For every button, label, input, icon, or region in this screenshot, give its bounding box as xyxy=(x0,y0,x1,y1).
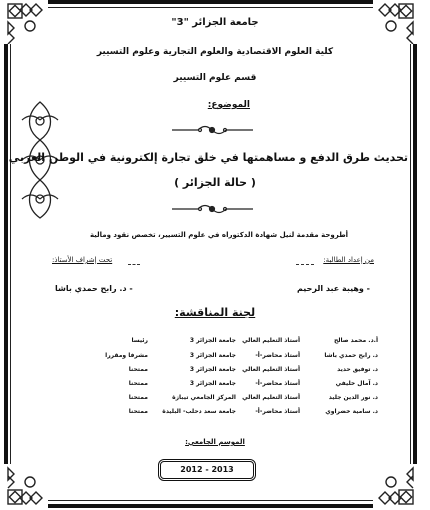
member-rank: أستاذ التعليم العالي xyxy=(242,366,300,373)
member-rank: أستاذ محاضر-أ- xyxy=(255,352,300,359)
department-name: قسم علوم التسيير xyxy=(173,73,257,83)
islamic-corner-ornament-icon xyxy=(4,464,48,508)
submission-statement: أطروحة مقدمة لنيل شهادة الدكتوراه في علوم التسيير، تخصص نقود ومالية xyxy=(89,231,349,239)
member-role: رئيسا xyxy=(131,337,148,344)
member-role: ممتحنا xyxy=(128,408,148,415)
prepared-by-label: من إعداد الطالبة: xyxy=(323,256,374,264)
committee-member-row xyxy=(88,380,378,391)
member-rank: أستاذ محاضر-أ- xyxy=(255,408,300,415)
member-university: جامعة الجزائر 3 xyxy=(189,352,236,359)
member-name: د. توفيق حديد xyxy=(337,366,378,373)
member-role: ممتحنا xyxy=(128,394,148,401)
faculty-name: كلية العلوم الاقتصادية والعلوم التجارية وعلوم التسيير xyxy=(96,47,334,57)
committee-title: لجنة المناقشة: xyxy=(174,306,256,319)
academic-year-label: الموسم الجامعي: xyxy=(185,438,245,446)
member-name: أ.د. محمد صالح xyxy=(333,337,378,344)
supervisor-name: - د. رابح حمدي باشا xyxy=(55,284,133,293)
member-rank: أستاذ التعليم العالي xyxy=(242,394,300,401)
separator-flourish-icon xyxy=(170,203,255,215)
committee-member-row xyxy=(88,366,378,377)
member-name: د. سامية خضراوي xyxy=(325,408,378,415)
committee-member-row xyxy=(88,352,378,363)
member-rank: أستاذ محاضر-أ- xyxy=(255,380,300,387)
member-name: د. نور الدين جليد xyxy=(328,394,378,401)
subject-label: الموضوع: xyxy=(207,100,250,110)
member-role: ممتحنا xyxy=(128,380,148,387)
member-university: المركز الجامعي تيبازة xyxy=(172,394,236,401)
committee-member-row xyxy=(88,408,378,419)
member-university: جامعة الجزائر 3 xyxy=(189,337,236,344)
member-university: جامعة الجزائر 3 xyxy=(189,366,236,373)
separator-flourish-icon xyxy=(170,124,255,136)
member-role: مشرفا ومقررا xyxy=(105,352,148,359)
student-name: - وهيبة عبد الرحيم xyxy=(297,284,370,293)
member-name: د. آمال خليفي xyxy=(335,380,378,387)
member-university: جامعة الجزائر 3 xyxy=(189,380,236,387)
supervised-by-label: تحت إشراف الأستاذ: xyxy=(52,256,113,264)
dash-leader xyxy=(296,264,314,265)
member-role: ممتحنا xyxy=(128,366,148,373)
university-name: جامعة الجزائر "3" xyxy=(171,17,259,28)
islamic-corner-ornament-icon xyxy=(373,464,417,508)
member-rank: أستاذ التعليم العالي xyxy=(242,337,300,344)
member-name: د. رابح حمدي باشا xyxy=(324,352,378,359)
committee-member-row xyxy=(88,337,378,348)
thesis-title: تحديث طرق الدفع و مساهمتها في خلق تجارة إلكترونية في الوطن العربي xyxy=(8,151,408,164)
academic-year-box xyxy=(158,459,256,481)
dash-leader xyxy=(128,264,140,265)
member-university: جامعة سعد دحلب- البليدة xyxy=(162,408,236,415)
committee-member-row xyxy=(88,394,378,405)
academic-year: 2012 - 2013 xyxy=(180,465,234,474)
thesis-subtitle: ( حالة الجزائر ) xyxy=(174,176,256,189)
